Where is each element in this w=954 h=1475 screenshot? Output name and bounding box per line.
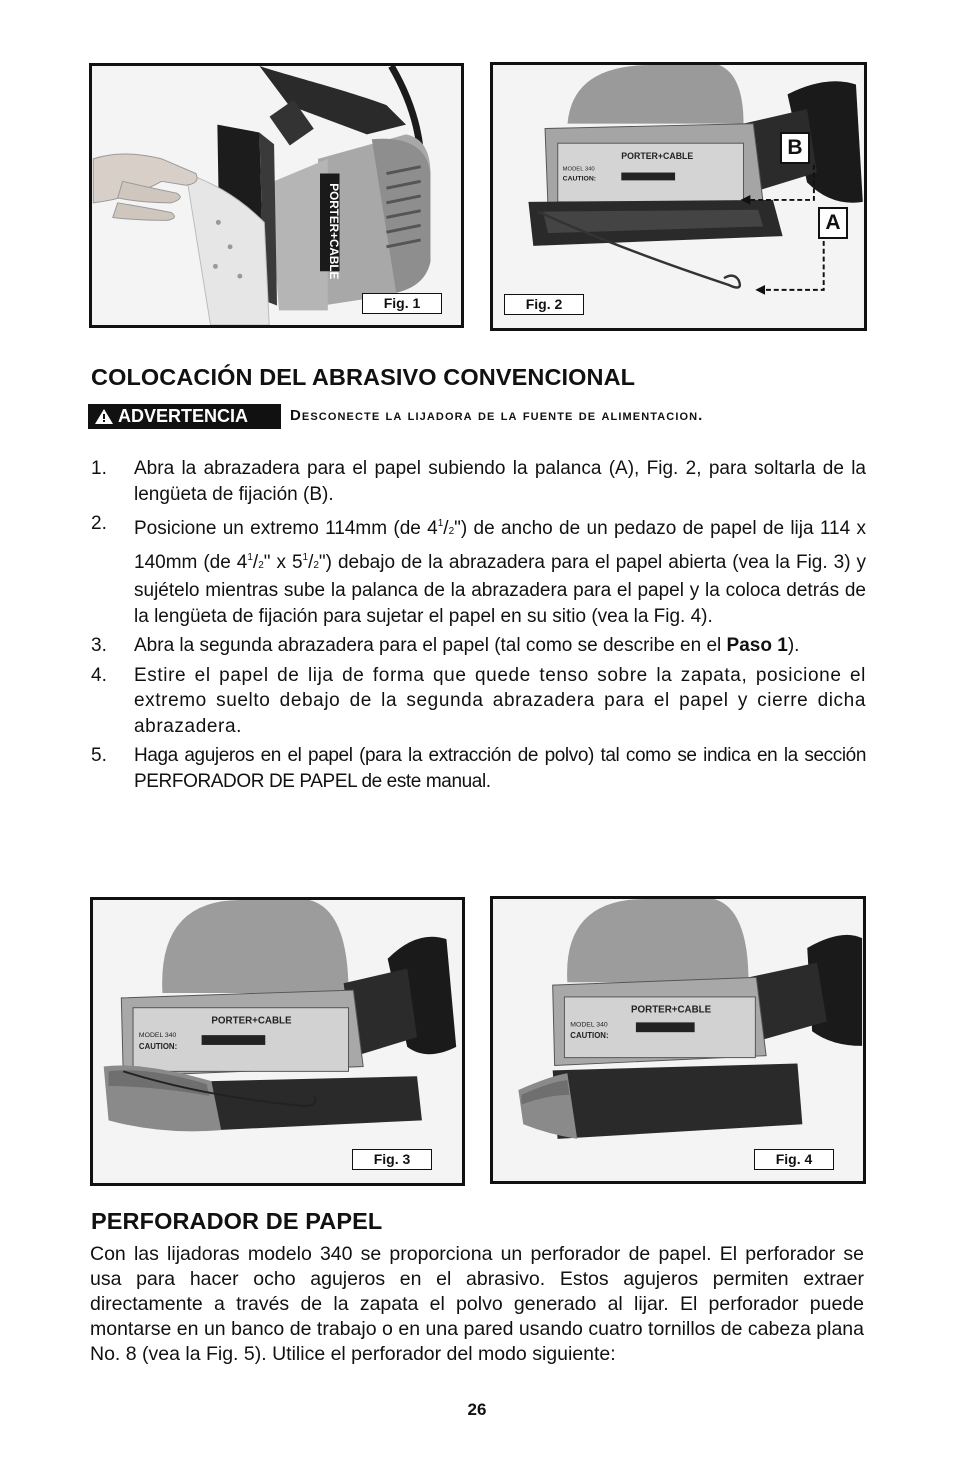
step-text: Haga agujeros en el papel (para la extracción de polvo) tal como se indica en la sección PERFORADOR DE PAPEL de este manual. <box>134 745 866 792</box>
step-text-part: ). <box>787 635 800 656</box>
step-number: 4. <box>91 664 107 686</box>
step-text-part: ") de ancho de un pedazo de papel de lija 114 x 140mm (de 4 <box>134 518 866 573</box>
step-number: 5. <box>91 745 107 766</box>
step-text-part: Abra la segunda abrazadera para el papel (tal como se describe en el <box>134 635 727 656</box>
warning-badge-label: ADVERTENCIA <box>118 406 249 426</box>
steps-list <box>88 456 866 798</box>
fraction-numerator: 1 <box>247 551 253 563</box>
fig4-illustration <box>493 899 863 1181</box>
fig4-brand-text: PORTER+CABLE <box>631 1004 712 1016</box>
step-bold-ref: Paso 1 <box>726 635 788 656</box>
fig2-brand-text: PORTER+CABLE <box>621 150 694 161</box>
fig3-caution-text: CAUTION: <box>138 1041 178 1051</box>
step-text-part: Posicione un extremo 114mm (de 4 <box>134 518 438 539</box>
step-item-2 <box>88 511 866 629</box>
step-item-3 <box>88 633 866 659</box>
figure-1 <box>89 63 464 328</box>
step-item-1 <box>88 456 866 507</box>
fig3-label: Fig. 3 <box>352 1149 432 1170</box>
figure-3 <box>90 897 465 1186</box>
step-item-4 <box>88 663 866 740</box>
step-text: Posicione un extremo 114mm (de $4^1/2$") de ancho de un pedazo de papel de lija 114 x 140mm (de $4^1/2$" x $5^1/2$") debajo de la abrazadera para el papel abierta (vea la Fig. 3) y sujételo mientras sube la palanca de la abrazadera para el papel y la coloca detrás de la lengüeta de fijación para sujetar el papel en su sitio (vea la Fig. 4). <box>134 518 866 627</box>
step-number: 2. <box>91 513 107 534</box>
fig3-illustration <box>93 900 462 1183</box>
step-text-part: " x 5 <box>263 551 303 573</box>
fig4-caution-text: CAUTION: <box>570 1031 609 1041</box>
section-title-colocacion: COLOCACIÓN DEL ABRASIVO CONVENCIONAL <box>91 364 636 390</box>
figure-2 <box>490 62 867 331</box>
fraction-numerator: 1 <box>437 518 444 529</box>
warning-badge <box>88 404 281 429</box>
fig4-label: Fig. 4 <box>754 1149 834 1170</box>
fraction-denominator: 2 <box>448 526 455 537</box>
section-title-perforador: PERFORADOR DE PAPEL <box>91 1208 383 1234</box>
page-number: 26 <box>467 1400 487 1419</box>
step-text-part: ") debajo de la abrazadera para el papel abierta (vea la Fig. 3) y sujételo mientras sube la palanca de la abrazadera para el papel y la coloca detrás de la lengüeta de fijación para sujetar el papel en su sitio (vea la Fig. 4). <box>134 551 866 627</box>
fig2-label: Fig. 2 <box>504 294 584 315</box>
step-number: 3. <box>91 635 107 656</box>
step-item-5 <box>88 743 866 794</box>
step-text <box>134 633 866 659</box>
fig3-model-text: MODEL 340 <box>138 1032 177 1040</box>
fig2-model-text: MODEL 340 <box>562 166 595 173</box>
figure-4 <box>490 896 866 1184</box>
fig2-caution-text: CAUTION: <box>562 175 597 183</box>
fig1-brand-text: PORTER+CABLE <box>326 183 340 280</box>
step-text: Estire el papel de lija de forma que quede tenso sobre la zapata, posicione el extremo suelto debajo de la segunda abrazadera para el papel y cierre dicha abrazadera. <box>134 664 866 737</box>
warning-row <box>88 404 878 430</box>
step-text: Abra la abrazadera para el papel subiendo la palanca (A), Fig. 2, para soltarla de la lengüeta de fijación (B). <box>134 458 866 505</box>
fig3-brand-text: PORTER+CABLE <box>211 1015 292 1027</box>
fig1-illustration <box>92 66 461 325</box>
perforador-paragraph: Con las lijadoras modelo 340 se proporciona un perforador de papel. El perforador se usa para hacer ocho agujeros en el abrasivo. Estos agujeros permiten extraer directamente a través de la zapata el polvo generado al lijar. El perforador puede montarse en un banco de trabajo o en una pared usando cuatro tornillos de cabeza plana No. 8 (vea la Fig. 5). Utilice el perforador del modo siguiente: <box>90 1243 864 1365</box>
fraction-denominator: 2 <box>258 559 264 571</box>
fig2-illustration <box>493 65 864 328</box>
step-number: 1. <box>91 458 107 479</box>
fraction-denominator: 2 <box>313 559 319 571</box>
callout-a: A <box>818 207 848 239</box>
callout-b: B <box>780 132 810 164</box>
fig1-label: Fig. 1 <box>362 293 442 314</box>
fig4-model-text: MODEL 340 <box>570 1021 608 1029</box>
warning-icon <box>94 408 114 425</box>
warning-text: Desconecte la lijadora de la fuente de alimentacion. <box>290 407 704 424</box>
fraction-numerator: 1 <box>302 551 309 563</box>
